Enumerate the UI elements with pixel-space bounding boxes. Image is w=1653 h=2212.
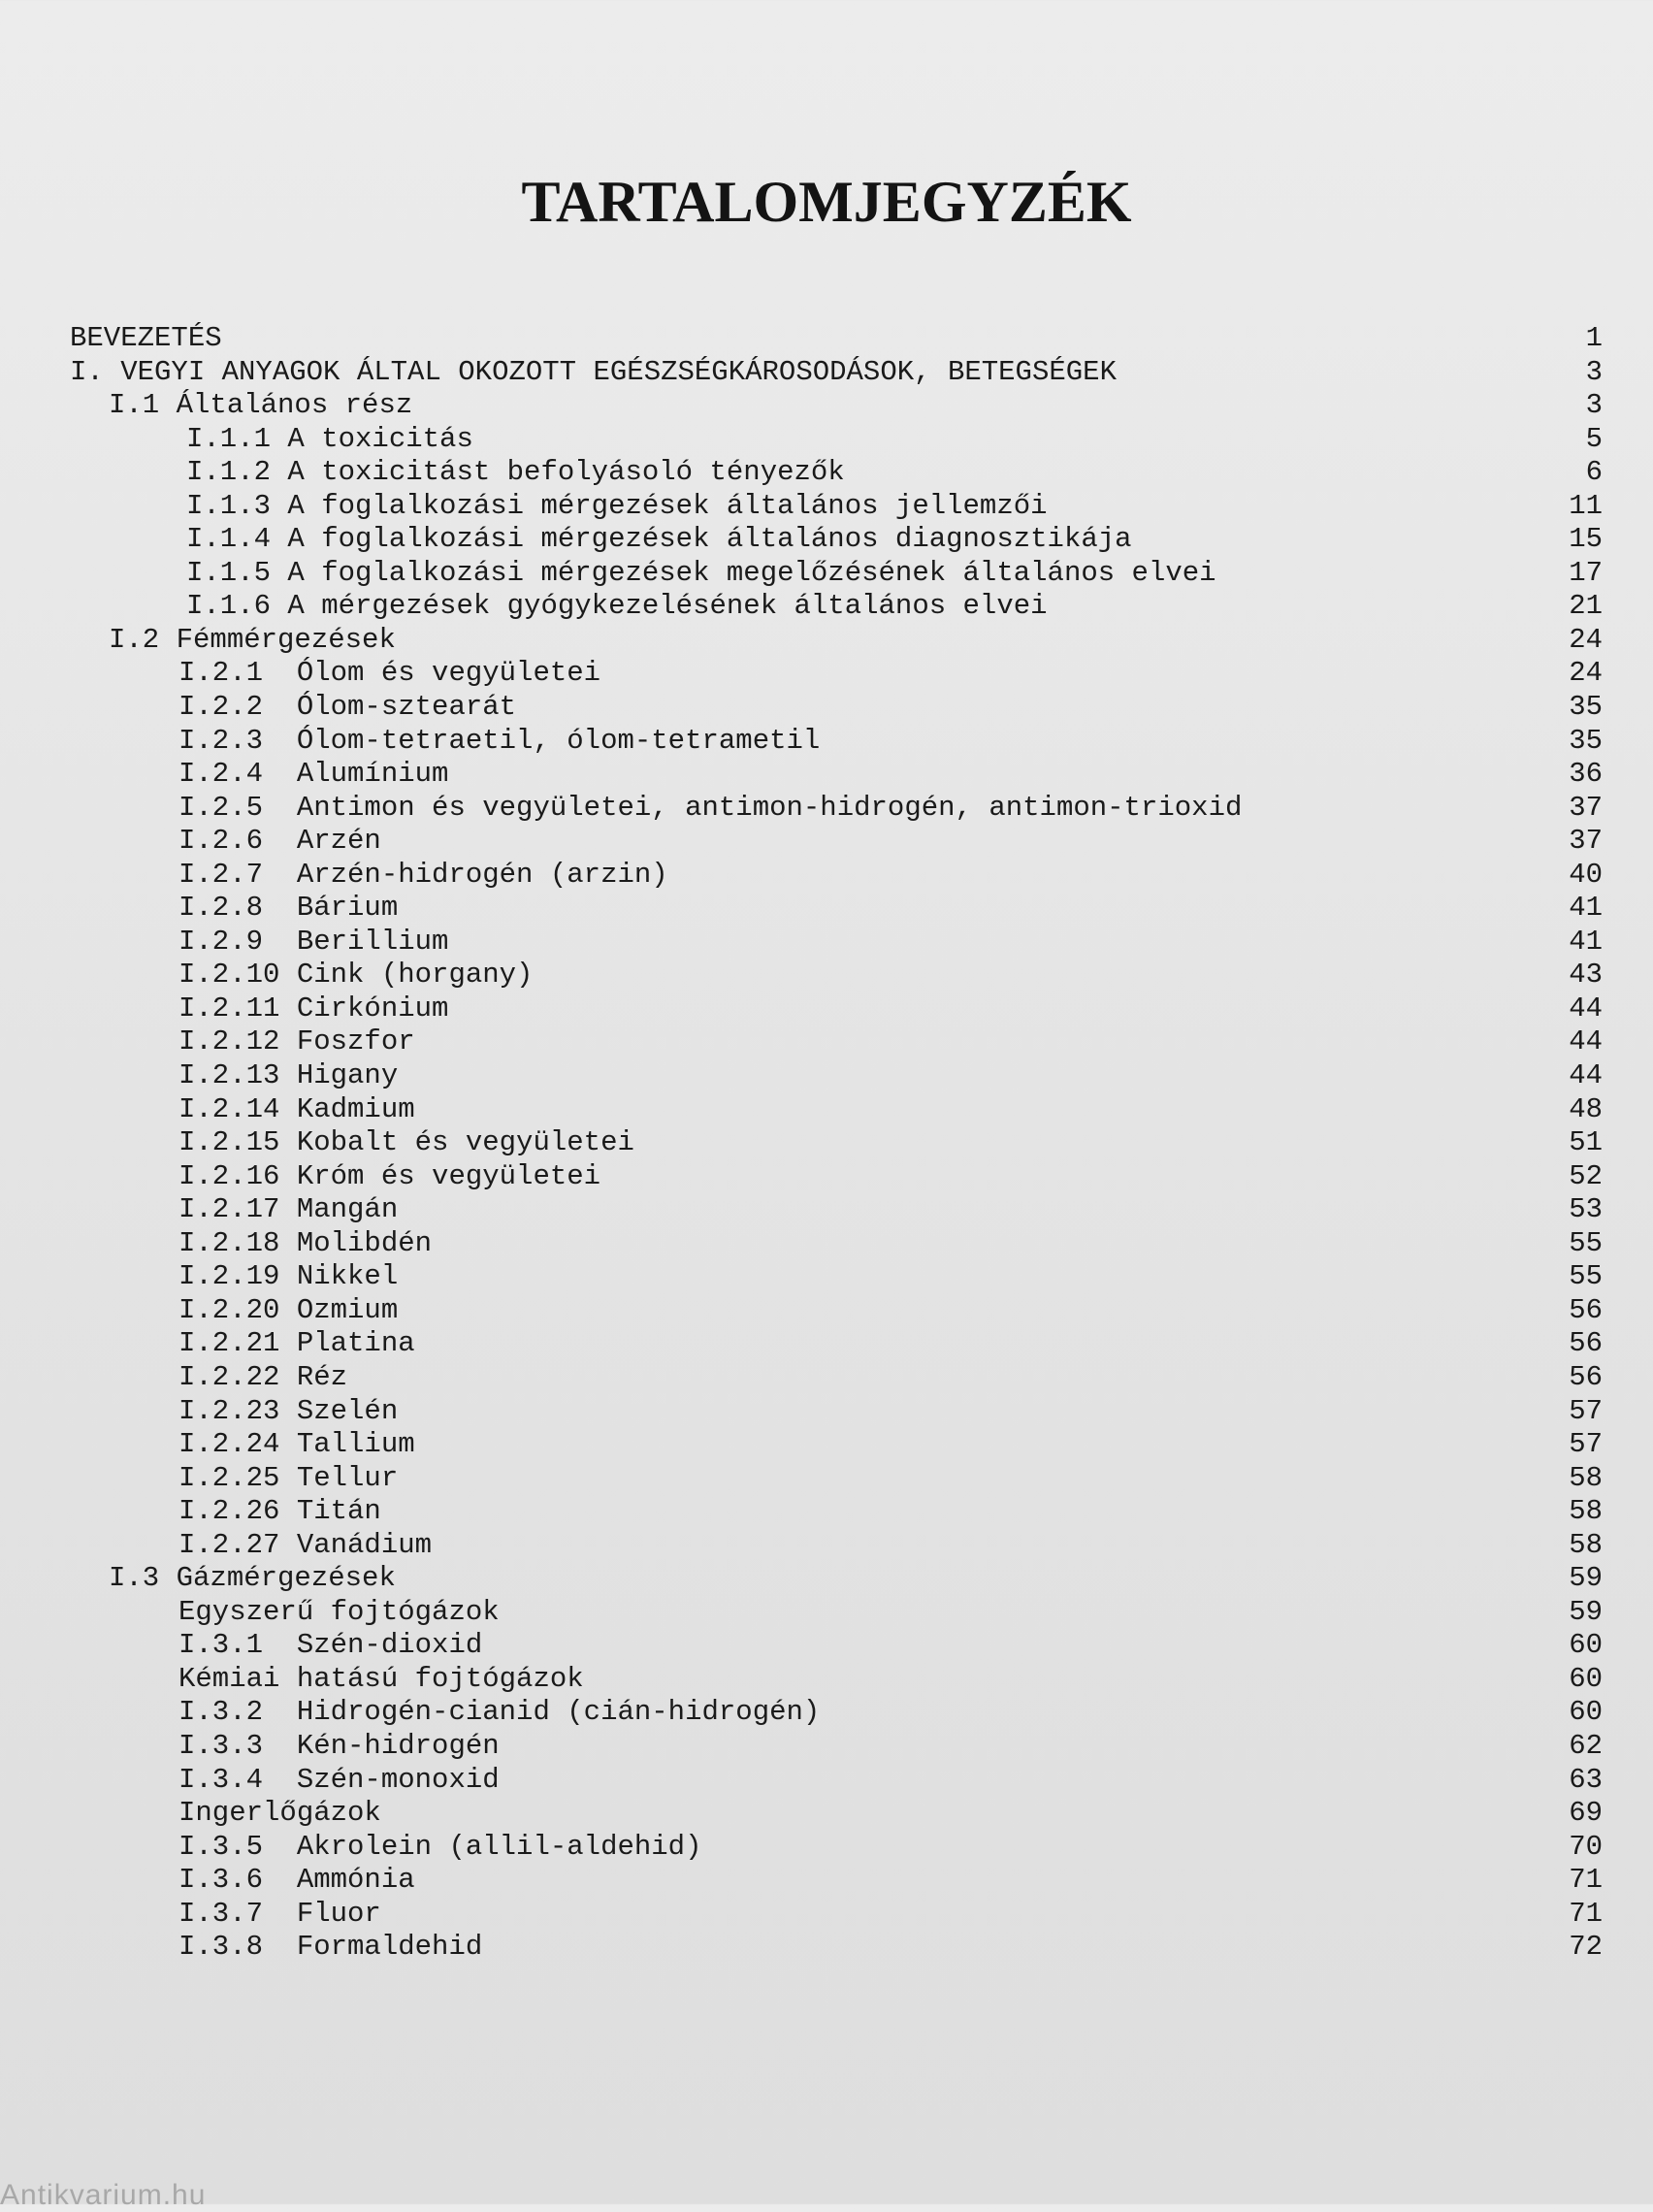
toc-entry-label: I.1.5 A foglalkozási mérgezések megelőzésének általános elvei bbox=[186, 556, 1216, 589]
toc-entry-label: I.3.8 Formaldehid bbox=[178, 1931, 483, 1964]
toc-entry-page-number: 72 bbox=[1569, 1931, 1603, 1964]
toc-entry bbox=[70, 1361, 1603, 1395]
watermark: Antikvarium.hu bbox=[0, 2179, 207, 2211]
toc-entry-label: I.2.21 Platina bbox=[178, 1327, 415, 1360]
toc-entry bbox=[70, 1025, 1603, 1059]
toc-entry-page-number: 36 bbox=[1569, 758, 1603, 791]
toc-entry bbox=[70, 758, 1603, 792]
toc-entry bbox=[70, 1193, 1603, 1227]
toc-entry bbox=[70, 1730, 1603, 1764]
toc-entry-page-number: 3 bbox=[1585, 355, 1603, 388]
toc-entry-page-number: 44 bbox=[1569, 1059, 1603, 1092]
toc-entry-page-number: 1 bbox=[1585, 322, 1603, 354]
toc-entry-label: I.2.7 Arzén-hidrogén (arzin) bbox=[178, 858, 668, 891]
toc-entry-label: I.2.16 Króm és vegyületei bbox=[178, 1159, 601, 1192]
toc-entry-page-number: 41 bbox=[1569, 925, 1603, 958]
toc-entry-label: Ingerlőgázok bbox=[178, 1797, 381, 1830]
toc-entry-label: I.1.2 A toxicitást befolyásoló tényezők bbox=[186, 456, 845, 489]
toc-entry-page-number: 35 bbox=[1569, 691, 1603, 724]
toc-entry-page-number: 40 bbox=[1569, 858, 1603, 891]
toc-entry-label: I.2.10 Cink (horgany) bbox=[178, 959, 534, 992]
toc-entry bbox=[70, 456, 1603, 490]
toc-entry-label: I.2.9 Berillium bbox=[178, 925, 449, 958]
toc-entry-page-number: 44 bbox=[1569, 1025, 1603, 1058]
table-of-contents bbox=[70, 322, 1603, 1965]
toc-entry-label: I.2.14 Kadmium bbox=[178, 1092, 415, 1125]
toc-entry-label: I.1.4 A foglalkozási mérgezések általános diagnosztikája bbox=[186, 523, 1132, 556]
toc-entry bbox=[70, 725, 1603, 759]
toc-entry-label: I.2.18 Molibdén bbox=[178, 1226, 433, 1259]
toc-entry bbox=[70, 590, 1603, 624]
toc-entry-page-number: 58 bbox=[1569, 1495, 1603, 1528]
toc-entry-page-number: 59 bbox=[1569, 1562, 1603, 1595]
toc-entry-page-number: 57 bbox=[1569, 1428, 1603, 1461]
toc-entry-page-number: 37 bbox=[1569, 791, 1603, 824]
toc-entry bbox=[70, 657, 1603, 691]
toc-entry-page-number: 58 bbox=[1569, 1461, 1603, 1494]
toc-entry-page-number: 60 bbox=[1569, 1629, 1603, 1662]
toc-entry-label: I.1.3 A foglalkozási mérgezések általános jellemzői bbox=[186, 489, 1048, 522]
toc-entry-label: I.3.4 Szén-monoxid bbox=[178, 1763, 500, 1796]
toc-entry-page-number: 41 bbox=[1569, 892, 1603, 925]
toc-entry bbox=[70, 624, 1603, 658]
toc-entry bbox=[70, 1931, 1603, 1965]
toc-entry-page-number: 71 bbox=[1569, 1897, 1603, 1930]
toc-entry-page-number: 52 bbox=[1569, 1159, 1603, 1192]
toc-entry bbox=[70, 926, 1603, 960]
toc-entry bbox=[70, 1898, 1603, 1932]
toc-entry-page-number: 48 bbox=[1569, 1092, 1603, 1125]
toc-entry bbox=[70, 356, 1603, 390]
toc-entry-label: I.2.4 Alumínium bbox=[178, 758, 449, 791]
toc-entry-label: I.2.13 Higany bbox=[178, 1059, 399, 1092]
toc-entry bbox=[70, 1160, 1603, 1194]
toc-entry-page-number: 56 bbox=[1569, 1360, 1603, 1393]
toc-entry-page-number: 55 bbox=[1569, 1226, 1603, 1259]
toc-entry-label: I.3.1 Szén-dioxid bbox=[178, 1629, 483, 1662]
toc-entry-page-number: 15 bbox=[1569, 523, 1603, 556]
toc-entry-label: I.2.19 Nikkel bbox=[178, 1260, 399, 1293]
toc-entry-page-number: 59 bbox=[1569, 1595, 1603, 1628]
toc-entry-label: Egyszerű fojtógázok bbox=[178, 1595, 500, 1628]
toc-entry-page-number: 43 bbox=[1569, 959, 1603, 992]
toc-entry-page-number: 56 bbox=[1569, 1327, 1603, 1360]
toc-entry-page-number: 71 bbox=[1569, 1864, 1603, 1897]
toc-entry-label: I.2.11 Cirkónium bbox=[178, 992, 449, 1025]
toc-entry bbox=[70, 825, 1603, 859]
toc-entry-label: I.2.1 Ólom és vegyületei bbox=[178, 657, 601, 690]
toc-entry-page-number: 58 bbox=[1569, 1528, 1603, 1561]
toc-entry-label: I.2.8 Bárium bbox=[178, 892, 399, 925]
toc-entry-label: I.2.6 Arzén bbox=[178, 825, 381, 858]
toc-entry-page-number: 21 bbox=[1569, 590, 1603, 623]
toc-entry-label: I.3.3 Kén-hidrogén bbox=[178, 1729, 500, 1762]
toc-entry-page-number: 57 bbox=[1569, 1394, 1603, 1427]
toc-entry bbox=[70, 1629, 1603, 1663]
toc-entry-label: I.3.7 Fluor bbox=[178, 1897, 381, 1930]
toc-entry bbox=[70, 1663, 1603, 1697]
toc-entry-page-number: 62 bbox=[1569, 1729, 1603, 1762]
toc-entry-label: Kémiai hatású fojtógázok bbox=[178, 1662, 584, 1695]
page-title: TARTALOMJEGYZÉK bbox=[521, 170, 1132, 234]
toc-entry-page-number: 5 bbox=[1585, 422, 1603, 455]
toc-entry bbox=[70, 1395, 1603, 1429]
toc-entry-page-number: 24 bbox=[1569, 657, 1603, 690]
toc-entry-label: I.2.22 Réz bbox=[178, 1360, 348, 1393]
toc-entry bbox=[70, 859, 1603, 893]
toc-entry-label: I.2.20 Ozmium bbox=[178, 1293, 399, 1326]
toc-entry-label: I.1.1 A toxicitás bbox=[186, 422, 473, 455]
toc-entry-page-number: 51 bbox=[1569, 1126, 1603, 1159]
toc-entry bbox=[70, 1428, 1603, 1462]
toc-entry bbox=[70, 1462, 1603, 1496]
toc-entry-label: I. VEGYI ANYAGOK ÁLTAL OKOZOTT EGÉSZSÉGKÁROSODÁSOK, BETEGSÉGEK bbox=[70, 355, 1117, 388]
toc-entry bbox=[70, 992, 1603, 1026]
toc-entry-page-number: 53 bbox=[1569, 1193, 1603, 1226]
toc-entry-page-number: 17 bbox=[1569, 556, 1603, 589]
toc-entry bbox=[70, 792, 1603, 826]
toc-entry-page-number: 55 bbox=[1569, 1260, 1603, 1293]
toc-entry-page-number: 6 bbox=[1585, 456, 1603, 489]
toc-entry-page-number: 44 bbox=[1569, 992, 1603, 1025]
toc-entry-page-number: 69 bbox=[1569, 1797, 1603, 1830]
toc-entry-page-number: 63 bbox=[1569, 1763, 1603, 1796]
toc-entry-label: I.2.26 Titán bbox=[178, 1495, 381, 1528]
toc-entry-label: I.2.24 Tallium bbox=[178, 1428, 415, 1461]
toc-entry bbox=[70, 557, 1603, 591]
toc-entry-page-number: 35 bbox=[1569, 724, 1603, 757]
toc-entry-label: I.3.2 Hidrogén-cianid (cián-hidrogén) bbox=[178, 1696, 821, 1729]
toc-entry-page-number: 3 bbox=[1585, 389, 1603, 422]
toc-entry bbox=[70, 1260, 1603, 1294]
toc-entry-label: I.3.6 Ammónia bbox=[178, 1864, 415, 1897]
toc-entry-label: I.2.25 Tellur bbox=[178, 1461, 399, 1494]
toc-entry bbox=[70, 1294, 1603, 1328]
toc-entry bbox=[70, 1529, 1603, 1563]
toc-entry-label: I.1 Általános rész bbox=[109, 389, 413, 422]
toc-entry-label: I.2.12 Foszfor bbox=[178, 1025, 415, 1058]
toc-entry bbox=[70, 1495, 1603, 1529]
toc-entry-label: I.1.6 A mérgezések gyógykezelésének általános elvei bbox=[186, 590, 1048, 623]
toc-entry-label: I.3 Gázmérgezések bbox=[109, 1562, 396, 1595]
toc-entry-page-number: 70 bbox=[1569, 1830, 1603, 1863]
toc-entry-page-number: 60 bbox=[1569, 1662, 1603, 1695]
toc-entry bbox=[70, 389, 1603, 423]
toc-entry bbox=[70, 523, 1603, 557]
toc-entry-page-number: 11 bbox=[1569, 489, 1603, 522]
toc-entry bbox=[70, 1059, 1603, 1093]
toc-entry-label: I.2.17 Mangán bbox=[178, 1193, 399, 1226]
toc-entry bbox=[70, 1864, 1603, 1898]
toc-entry-label: I.2 Fémmérgezések bbox=[109, 623, 396, 656]
toc-entry-page-number: 56 bbox=[1569, 1293, 1603, 1326]
toc-entry bbox=[70, 691, 1603, 725]
toc-entry-page-number: 24 bbox=[1569, 623, 1603, 656]
toc-entry bbox=[70, 1764, 1603, 1798]
toc-entry bbox=[70, 1562, 1603, 1596]
toc-entry bbox=[70, 1126, 1603, 1160]
toc-entry bbox=[70, 1327, 1603, 1361]
toc-entry-label: I.2.2 Ólom-sztearát bbox=[178, 691, 517, 724]
toc-entry bbox=[70, 959, 1603, 992]
toc-entry bbox=[70, 1797, 1603, 1831]
toc-entry bbox=[70, 1596, 1603, 1630]
toc-entry bbox=[70, 892, 1603, 926]
toc-entry-page-number: 37 bbox=[1569, 825, 1603, 858]
toc-entry-label: I.2.23 Szelén bbox=[178, 1394, 399, 1427]
toc-entry bbox=[70, 1831, 1603, 1865]
toc-entry bbox=[70, 490, 1603, 524]
toc-entry-label: I.2.5 Antimon és vegyületei, antimon-hidrogén, antimon-trioxid bbox=[178, 791, 1243, 824]
toc-entry bbox=[70, 1227, 1603, 1261]
toc-entry bbox=[70, 322, 1603, 356]
toc-entry-label: I.3.5 Akrolein (allil-aldehid) bbox=[178, 1830, 702, 1863]
toc-entry-page-number: 60 bbox=[1569, 1696, 1603, 1729]
toc-entry bbox=[70, 423, 1603, 457]
toc-entry-label: I.2.27 Vanádium bbox=[178, 1528, 433, 1561]
toc-entry-label: I.2.3 Ólom-tetraetil, ólom-tetrametil bbox=[178, 724, 821, 757]
toc-entry-label: BEVEZETÉS bbox=[70, 322, 222, 354]
toc-entry-label: I.2.15 Kobalt és vegyületei bbox=[178, 1126, 634, 1159]
toc-entry bbox=[70, 1696, 1603, 1730]
toc-entry bbox=[70, 1093, 1603, 1127]
